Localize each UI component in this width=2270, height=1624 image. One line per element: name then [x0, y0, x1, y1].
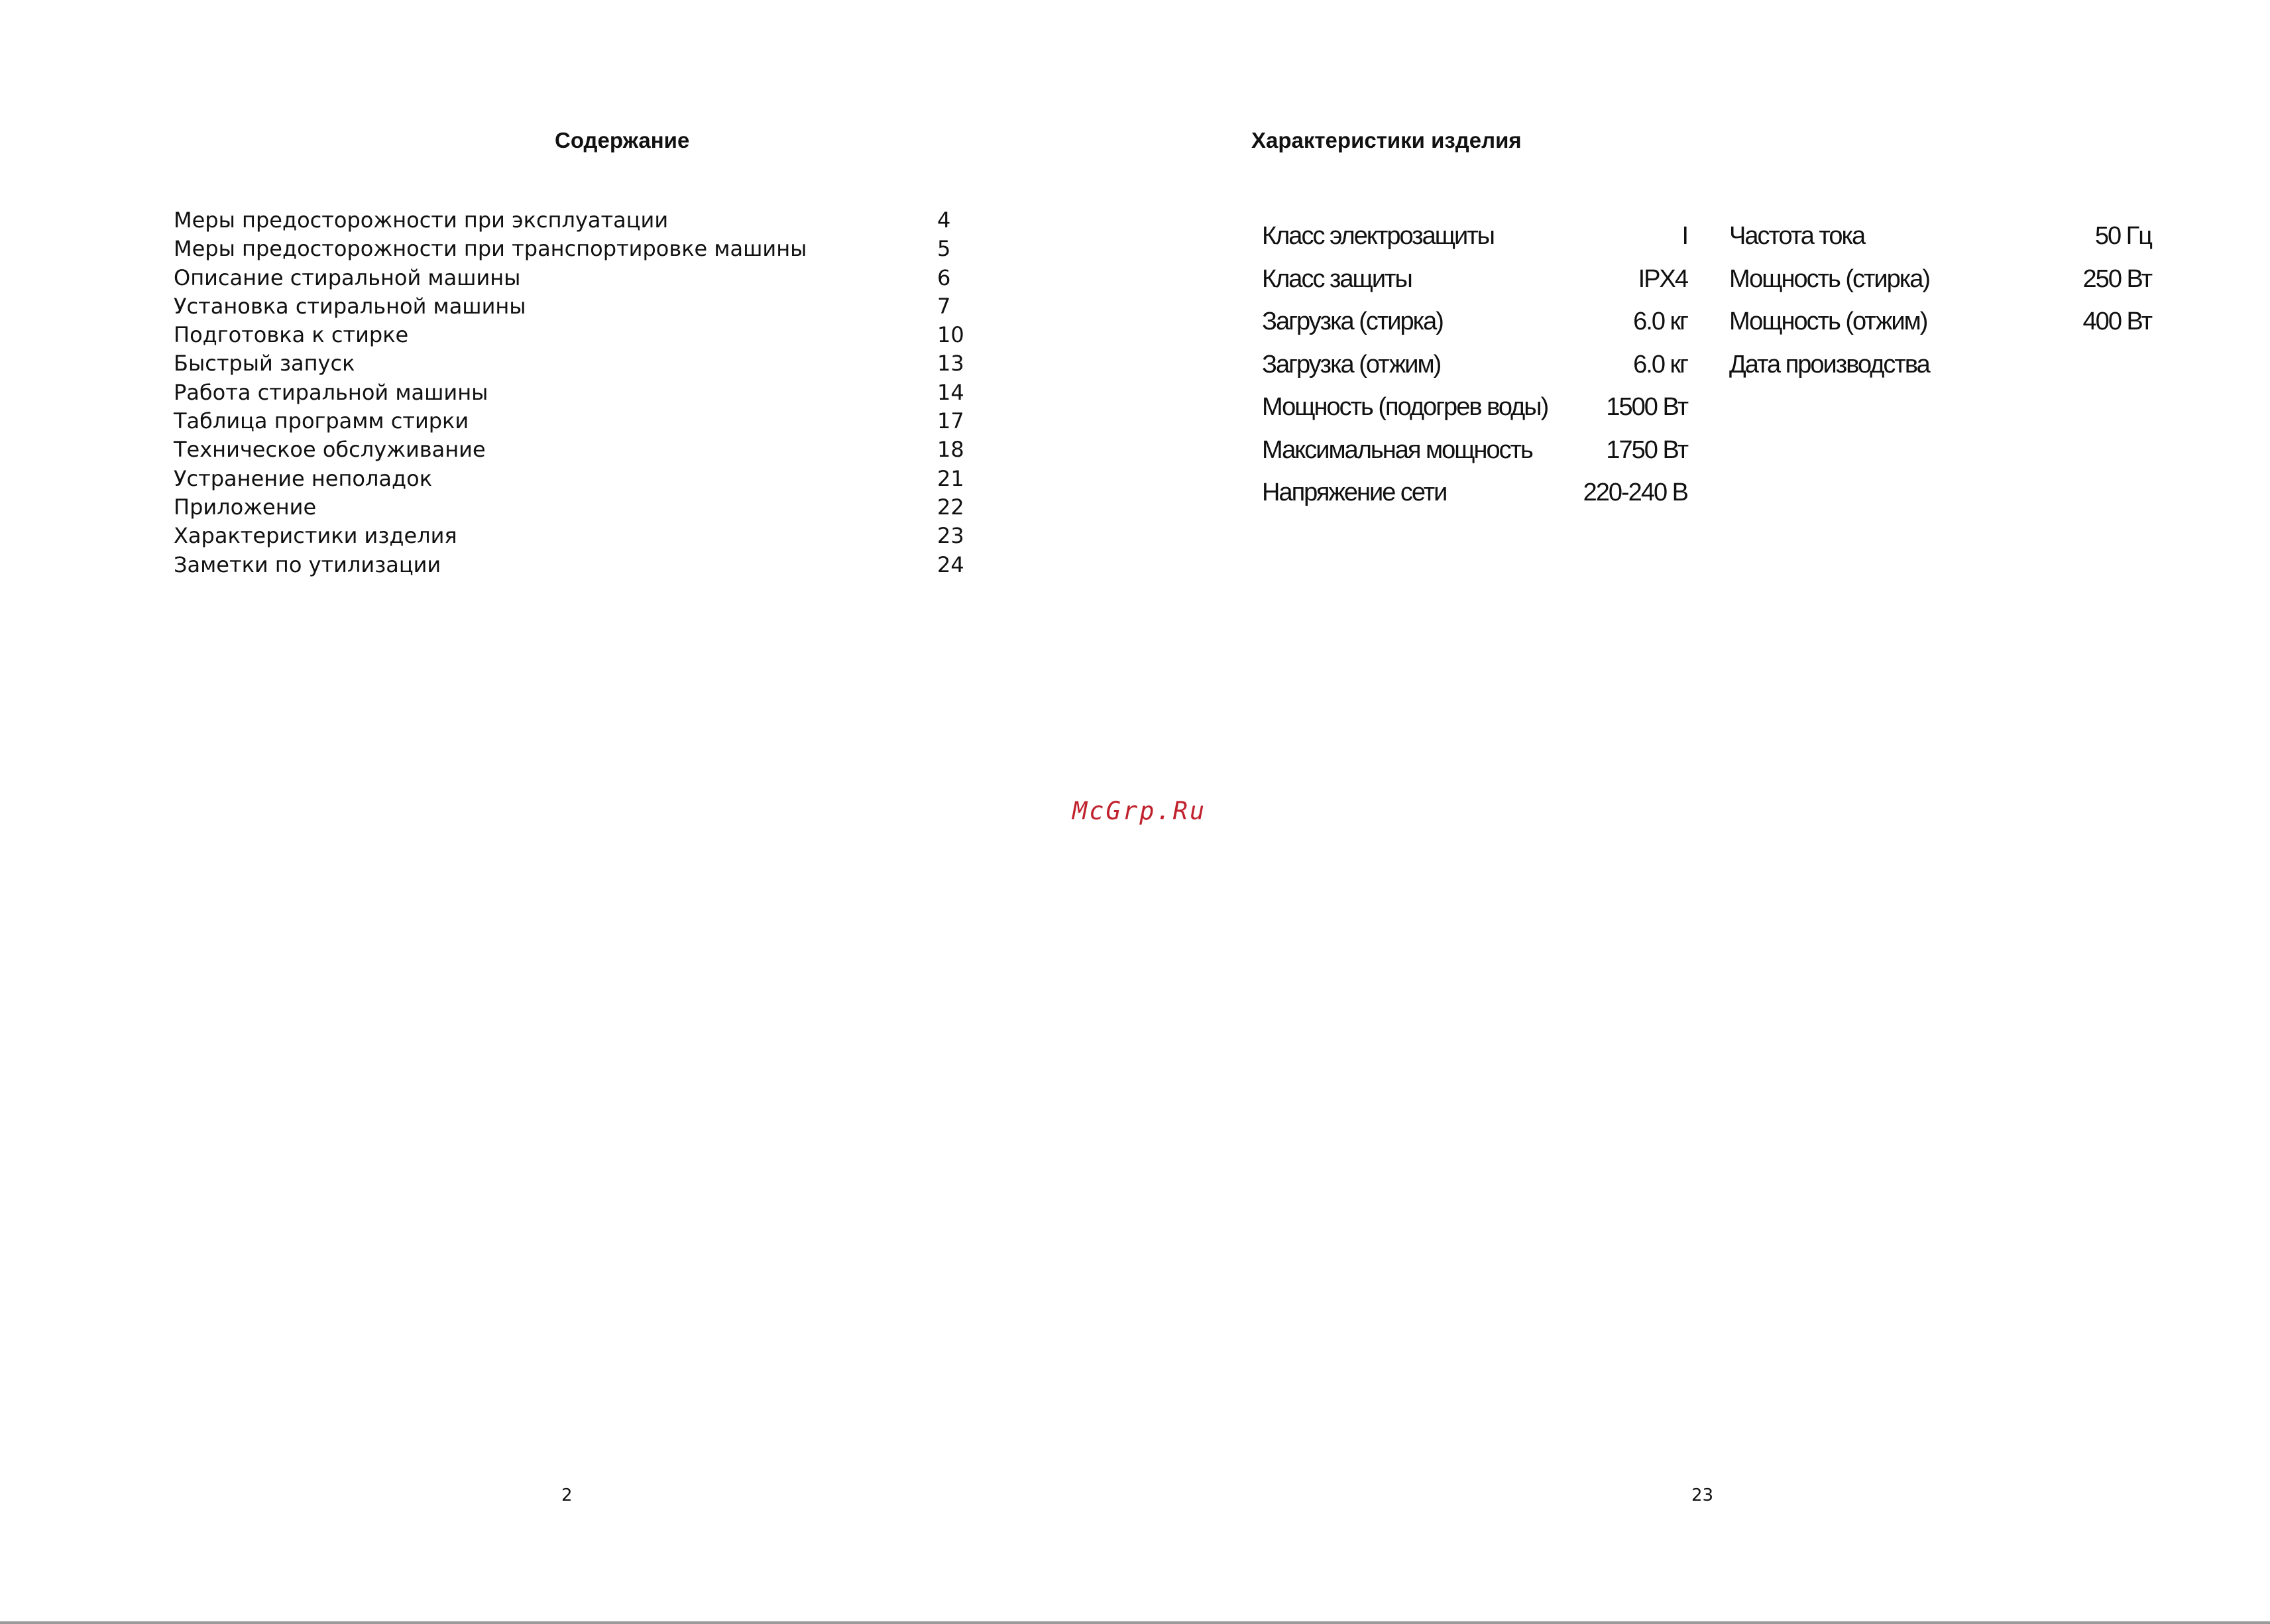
toc-page-number: 6	[937, 264, 951, 290]
toc-page-number: 13	[937, 351, 964, 377]
toc-page-number: 14	[937, 379, 964, 405]
toc-title: Приложение	[174, 494, 317, 520]
toc-title: Таблица программ стирки	[174, 408, 469, 434]
toc-title: Работа стиральной машины	[174, 379, 488, 405]
toc-title: Подготовка к стирке	[174, 322, 409, 348]
toc-title: Описание стиральной машины	[174, 264, 521, 290]
spec-row	[1262, 300, 1687, 343]
spec-value: I	[1681, 222, 1687, 250]
spec-label: Мощность (отжим)	[1729, 308, 1927, 335]
toc-page-number: 5	[937, 236, 951, 262]
spec-row	[1729, 343, 2151, 386]
toc-title: Меры предосторожности при эксплуатации	[174, 207, 669, 233]
toc-row	[174, 206, 962, 235]
spec-label: Дата производства	[1729, 350, 1929, 378]
toc-page-number: 21	[937, 465, 964, 491]
bottom-edge-divider	[0, 1621, 2270, 1624]
toc-page-number: 24	[937, 551, 964, 577]
spec-value: IPX4	[1638, 264, 1687, 293]
spec-label: Мощность (стирка)	[1729, 264, 1930, 293]
toc-page-number: 4	[937, 207, 951, 233]
toc-page-number: 18	[937, 437, 964, 463]
spec-label: Максимальная мощность	[1262, 435, 1532, 464]
toc-row	[174, 349, 962, 378]
spec-value: 6.0 кг	[1633, 308, 1687, 335]
spec-label: Класс защиты	[1262, 264, 1412, 293]
toc-row	[174, 551, 962, 579]
toc-row	[174, 407, 962, 435]
toc-page-number: 23	[937, 523, 964, 549]
toc-row	[174, 493, 962, 522]
toc-title: Устранение неполадок	[174, 465, 433, 491]
toc-page-number: 10	[937, 322, 964, 348]
toc-row	[174, 522, 962, 550]
toc-title: Заметки по утилизации	[174, 551, 441, 577]
spec-value: 400 Вт	[2082, 308, 2151, 335]
toc-row	[174, 235, 962, 263]
toc-row	[174, 264, 962, 292]
spec-label: Мощность (подогрев воды)	[1262, 393, 1548, 421]
spec-value: 220-240 В	[1583, 479, 1687, 506]
spec-row	[1729, 258, 2151, 301]
spec-row	[1262, 343, 1687, 386]
spec-label: Загрузка (отжим)	[1262, 350, 1441, 378]
specs-column-right	[1729, 215, 2151, 386]
toc-page-number: 22	[937, 494, 964, 520]
spec-row	[1729, 300, 2151, 343]
toc-row	[174, 292, 962, 321]
spec-value: 1750 Вт	[1606, 435, 1687, 464]
toc-title: Меры предосторожности при транспортировке машины	[174, 236, 807, 262]
spec-row	[1262, 258, 1687, 301]
spec-label: Класс электрозащиты	[1262, 222, 1494, 250]
toc-row	[174, 465, 962, 493]
toc-title: Характеристики изделия	[174, 523, 457, 549]
toc-row	[174, 435, 962, 464]
toc-row	[174, 321, 962, 349]
spec-value: 6.0 кг	[1633, 350, 1687, 378]
toc-title: Быстрый запуск	[174, 351, 355, 377]
spec-row	[1262, 215, 1687, 258]
spec-row	[1729, 215, 2151, 258]
right-page	[1135, 0, 2270, 1624]
watermark-link[interactable]: McGrp.Ru	[1072, 797, 1207, 825]
toc-title: Установка стиральной машины	[174, 293, 526, 319]
spec-label: Напряжение сети	[1262, 479, 1447, 506]
spec-value: 50 Гц	[2094, 222, 2151, 250]
spec-label: Частота тока	[1729, 222, 1865, 250]
table-of-contents	[174, 206, 962, 579]
spec-value: 1500 Вт	[1606, 393, 1687, 421]
toc-row	[174, 378, 962, 407]
toc-page-number: 7	[937, 293, 951, 319]
toc-heading: Содержание	[555, 128, 690, 152]
specs-column-left	[1262, 215, 1687, 514]
spec-label: Загрузка (стирка)	[1262, 308, 1443, 335]
page-number: 2	[561, 1485, 573, 1505]
spec-value: 250 Вт	[2082, 264, 2151, 293]
spec-row	[1262, 386, 1687, 429]
page-number: 23	[1691, 1485, 1714, 1505]
toc-page-number: 17	[937, 408, 964, 434]
toc-title: Техническое обслуживание	[174, 437, 486, 463]
spec-row	[1262, 429, 1687, 472]
specs-heading: Характеристики изделия	[1251, 128, 1522, 152]
spec-row	[1262, 471, 1687, 514]
